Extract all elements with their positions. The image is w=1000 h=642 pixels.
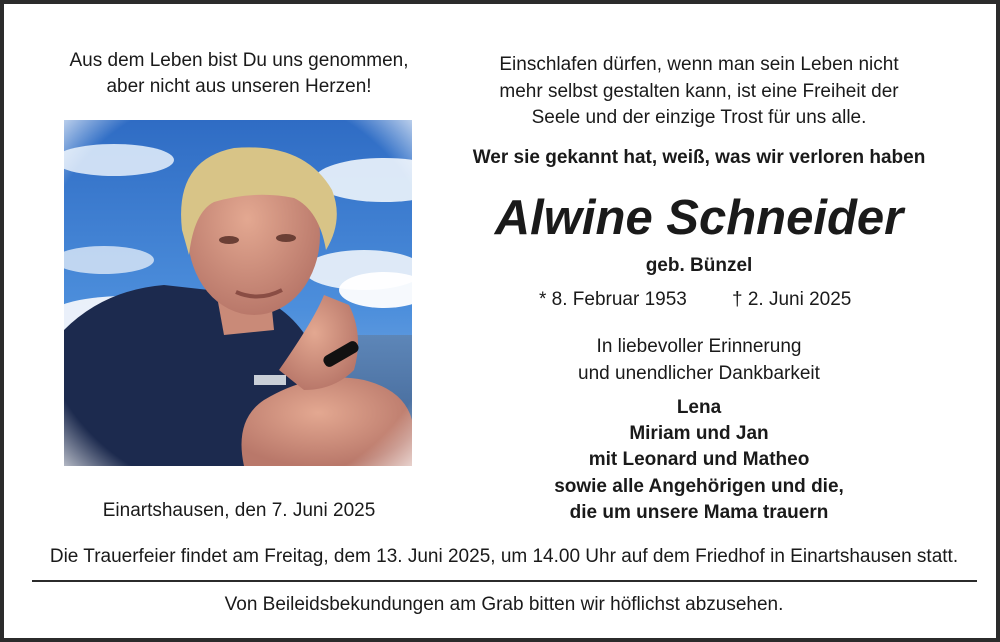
remembrance-line: In liebevoller Erinnerung: [596, 336, 802, 357]
place-and-date: Einartshausen, den 7. Juni 2025: [102, 500, 376, 521]
mourner-line: mit Leonard und Matheo: [588, 449, 810, 471]
death-date: † 2. Juni 2025: [732, 289, 852, 310]
left-quote-line: Aus dem Leben bist Du uns genommen,: [69, 50, 409, 71]
left-quote-line: aber nicht aus unseren Herzen!: [106, 76, 372, 97]
mourner-line: die um unsere Mama trauern: [569, 501, 829, 523]
left-quote: [44, 48, 434, 100]
condolence-note: Von Beileidsbekundungen am Grab bitten wir höflichst abzusehen.: [224, 594, 784, 615]
divider: [32, 580, 977, 582]
right-quote: [444, 52, 954, 132]
portrait-image: [64, 120, 412, 466]
subtitle: Wer sie gekannt hat, weiß, was wir verloren haben: [472, 147, 926, 168]
remembrance-text: [444, 333, 954, 387]
right-quote-line: Einschlafen dürfen, wenn man sein Leben nicht: [499, 54, 899, 75]
mourner-line: sowie alle Angehörigen und die,: [554, 475, 844, 497]
deceased-name: Alwine Schneider: [494, 191, 904, 245]
mourner-line: Miriam und Jan: [629, 423, 769, 445]
portrait-photo: [64, 120, 412, 466]
right-quote-line: Seele und der einzige Trost für uns alle.: [531, 107, 867, 128]
remembrance-line: und unendlicher Dankbarkeit: [578, 363, 820, 384]
right-quote-line: mehr selbst gestalten kann, ist eine Freiheit der: [499, 80, 899, 102]
birth-name: geb. Bünzel: [645, 255, 753, 276]
mourners-list: [444, 395, 954, 526]
mourner-line: Lena: [676, 397, 722, 418]
birth-date: * 8. Februar 1953: [539, 289, 687, 310]
funeral-service-note: Die Trauerfeier findet am Freitag, dem 13. Juni 2025, um 14.00 Uhr auf dem Friedhof in Einartshausen statt.: [49, 546, 959, 567]
